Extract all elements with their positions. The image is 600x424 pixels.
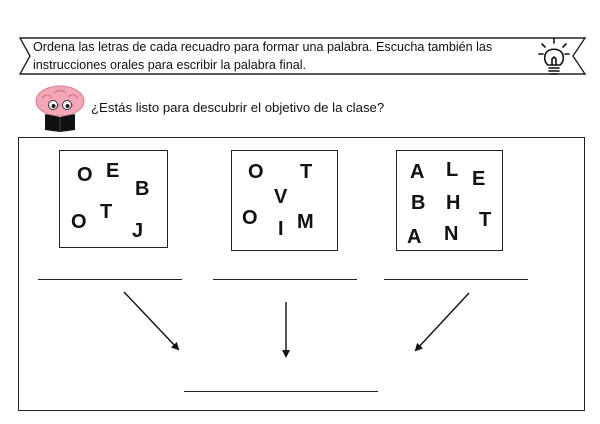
question-text: ¿Estás listo para descubrir el objetivo de la clase?	[91, 100, 385, 115]
letter: J	[132, 220, 144, 242]
letter: O	[248, 161, 264, 183]
letter: T	[479, 209, 492, 231]
letter: B	[411, 192, 426, 214]
letter: M	[297, 211, 314, 233]
letter: N	[444, 223, 459, 245]
letter: A	[410, 161, 425, 183]
letter: O	[77, 164, 93, 186]
letter: B	[135, 178, 150, 200]
arrow-3	[416, 293, 469, 350]
arrow-1	[124, 292, 178, 349]
letter: L	[446, 159, 459, 181]
letter: H	[446, 192, 461, 214]
letter: E	[472, 168, 486, 190]
letter: A	[407, 226, 422, 248]
letter: O	[71, 211, 87, 233]
letter: T	[300, 161, 313, 183]
letter: I	[278, 218, 284, 240]
letter: O	[242, 207, 258, 229]
letter: E	[106, 160, 120, 182]
instruction-text: Ordena las letras de cada recuadro para formar una palabra. Escucha también las instrucciones orales para escribir la palabra final.	[33, 40, 493, 72]
letter: T	[100, 201, 113, 223]
letter: V	[274, 186, 288, 208]
